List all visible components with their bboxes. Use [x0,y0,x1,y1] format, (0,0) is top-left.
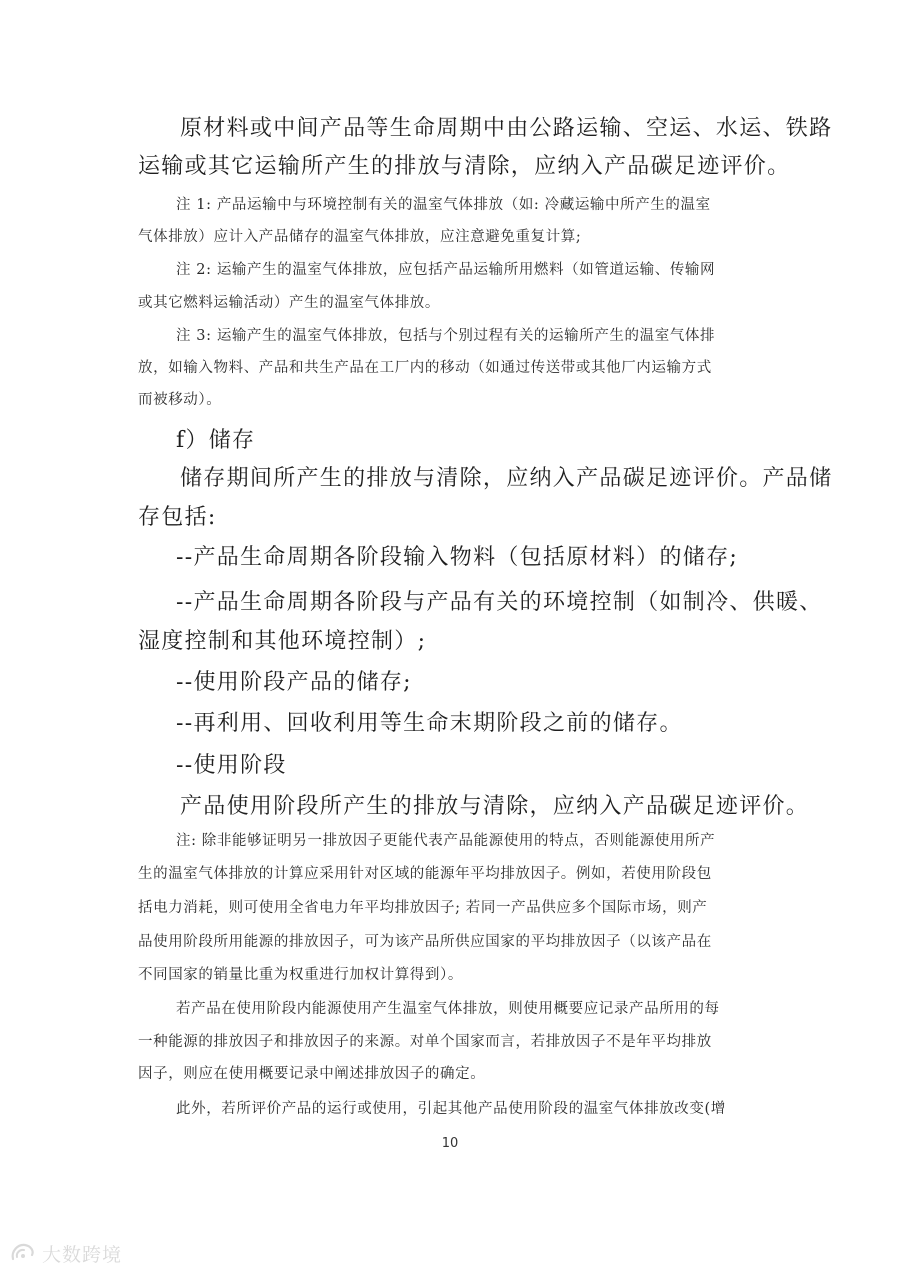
para-storage-line-2: 存包括: [138,505,217,530]
para-usage-summary-line-3: 因子，则应在使用概要记录中阐述排放因子的确定。 [138,1066,486,1082]
list-item-storage-2-cont: 湿度控制和其他环境控制）; [138,629,427,654]
note-1-line-1: 注 1: 产品运输中与环境控制有关的温室气体排放（如: 冷藏运输中所产生的温室 [176,197,711,213]
note-3-line-2: 放，如输入物料、产品和共生产品在工厂内的移动（如通过传送带或其他厂内运输方式 [138,360,712,376]
note-use-line-1: 注: 除非能够证明另一排放因子更能代表产品能源使用的特点，否则能源使用所产 [176,833,716,849]
para-storage-line-1: 储存期间所产生的排放与清除，应纳入产品碳足迹评价。产品储 [180,466,833,491]
list-item-use-phase: --使用阶段 [176,753,287,778]
note-2-line-2: 或其它燃料运输活动）产生的温室气体排放。 [138,295,440,311]
list-item-storage-1: --产品生命周期各阶段输入物料（包括原材料）的储存; [176,545,739,570]
note-use-line-2: 生的温室气体排放的计算应采用针对区域的能源年平均排放因子。例如，若使用阶段包 [138,866,712,882]
list-item-storage-2: --产品生命周期各阶段与产品有关的环境控制（如制冷、供暖、 [176,590,823,615]
section-heading-storage: f）储存 [176,428,256,453]
note-1-line-2: 气体排放）应计入产品储存的温室气体排放，应注意避免重复计算; [138,229,582,245]
note-3-line-1: 注 3: 运输产生的温室气体排放，包括与个别过程有关的运输所产生的温室气体排 [176,328,716,344]
note-use-line-3: 括电力消耗，则可使用全省电力年平均排放因子; 若同一产品供应多个国际市场，则产 [138,900,708,916]
para-use-phase: 产品使用阶段所产生的排放与清除，应纳入产品碳足迹评价。 [180,794,810,819]
para-usage-summary-line-2: 一种能源的排放因子和排放因子的来源。对单个国家而言，若排放因子不是年平均排放 [138,1034,712,1050]
para-transport-line-2: 运输或其它运输所产生的排放与清除，应纳入产品碳足迹评价。 [138,154,791,179]
para-usage-summary-line-1: 若产品在使用阶段内能源使用产生温室气体排放，则使用概要应记录产品所用的每 [176,1001,720,1017]
list-item-storage-4: --再利用、回收利用等生命末期阶段之前的储存。 [176,711,683,736]
note-use-line-4: 品使用阶段所用能源的排放因子，可为该产品所供应国家的平均排放因子（以该产品在 [138,934,712,950]
page-number: 10 [441,1136,459,1151]
note-2-line-1: 注 2: 运输产生的温室气体排放，应包括产品运输所用燃料（如管道运输、传输网 [176,262,716,278]
brand-logo-icon [10,1241,36,1267]
note-3-line-3: 而被移动）。 [138,392,222,408]
watermark-text: 大数跨境 [42,1244,123,1266]
note-use-line-5: 不同国家的销量比重为权重进行加权计算得到）。 [138,967,463,983]
para-additional-line-1: 此外，若所评价产品的运行或使用，引起其他产品使用阶段的温室气体排放改变(增 [176,1101,726,1117]
list-item-storage-3: --使用阶段产品的储存; [176,670,412,695]
para-transport-line-1: 原材料或中间产品等生命周期中由公路运输、空运、水运、铁路 [180,116,833,141]
watermark [10,1240,122,1267]
